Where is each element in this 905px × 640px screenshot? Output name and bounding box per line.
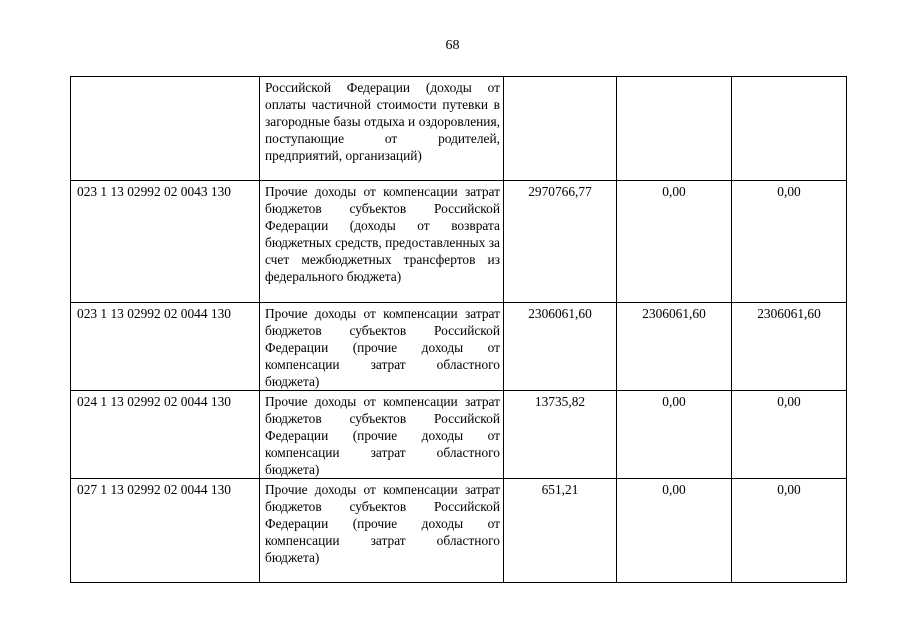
description-text: Прочие доходы от компенсации затрат бюджетов субъектов Российской Федерации (доходы от возврата бюджетных средств, предоставленных за счет межбюджетных трансфертов из федерального бюджета) — [265, 184, 500, 284]
value-cell-3: 0,00 — [732, 181, 847, 303]
value-cell-3 — [732, 77, 847, 181]
description-cell — [260, 479, 504, 583]
description-cell — [260, 391, 504, 479]
value-cell-3: 2306061,60 — [732, 303, 847, 391]
description-cell — [260, 303, 504, 391]
value-cell-3: 0,00 — [732, 391, 847, 479]
description-text: Прочие доходы от компенсации затрат бюджетов субъектов Российской Федерации (прочие доходы от компенсации затрат областного бюджета) — [265, 306, 500, 389]
code-cell: 027 1 13 02992 02 0044 130 — [71, 479, 260, 583]
value-cell-1: 2970766,77 — [504, 181, 617, 303]
description-text: Российской Федерации (доходы от оплаты частичной стоимости путевки в загородные базы отдыха и оздоровления, поступающие от родителей, предприятий, организаций) — [265, 80, 500, 163]
description-text: Прочие доходы от компенсации затрат бюджетов субъектов Российской Федерации (прочие доходы от компенсации затрат областного бюджета) — [265, 482, 500, 565]
page-number: 68 — [445, 38, 460, 53]
value-cell-1: 2306061,60 — [504, 303, 617, 391]
code-cell — [71, 77, 260, 181]
table-row — [71, 303, 847, 391]
value-cell-3: 0,00 — [732, 479, 847, 583]
value-cell-2: 2306061,60 — [617, 303, 732, 391]
value-cell-2: 0,00 — [617, 391, 732, 479]
value-cell-2: 0,00 — [617, 181, 732, 303]
description-text: Прочие доходы от компенсации затрат бюджетов субъектов Российской Федерации (прочие доходы от компенсации затрат областного бюджета) — [265, 394, 500, 477]
table-row — [71, 391, 847, 479]
code-cell: 023 1 13 02992 02 0044 130 — [71, 303, 260, 391]
value-cell-1: 651,21 — [504, 479, 617, 583]
description-cell — [260, 181, 504, 303]
value-cell-2 — [617, 77, 732, 181]
description-cell — [260, 77, 504, 181]
budget-table — [70, 76, 847, 583]
code-cell: 024 1 13 02992 02 0044 130 — [71, 391, 260, 479]
table-row — [71, 479, 847, 583]
value-cell-1 — [504, 77, 617, 181]
table-row — [71, 77, 847, 181]
table-row — [71, 181, 847, 303]
value-cell-1: 13735,82 — [504, 391, 617, 479]
value-cell-2: 0,00 — [617, 479, 732, 583]
code-cell: 023 1 13 02992 02 0043 130 — [71, 181, 260, 303]
